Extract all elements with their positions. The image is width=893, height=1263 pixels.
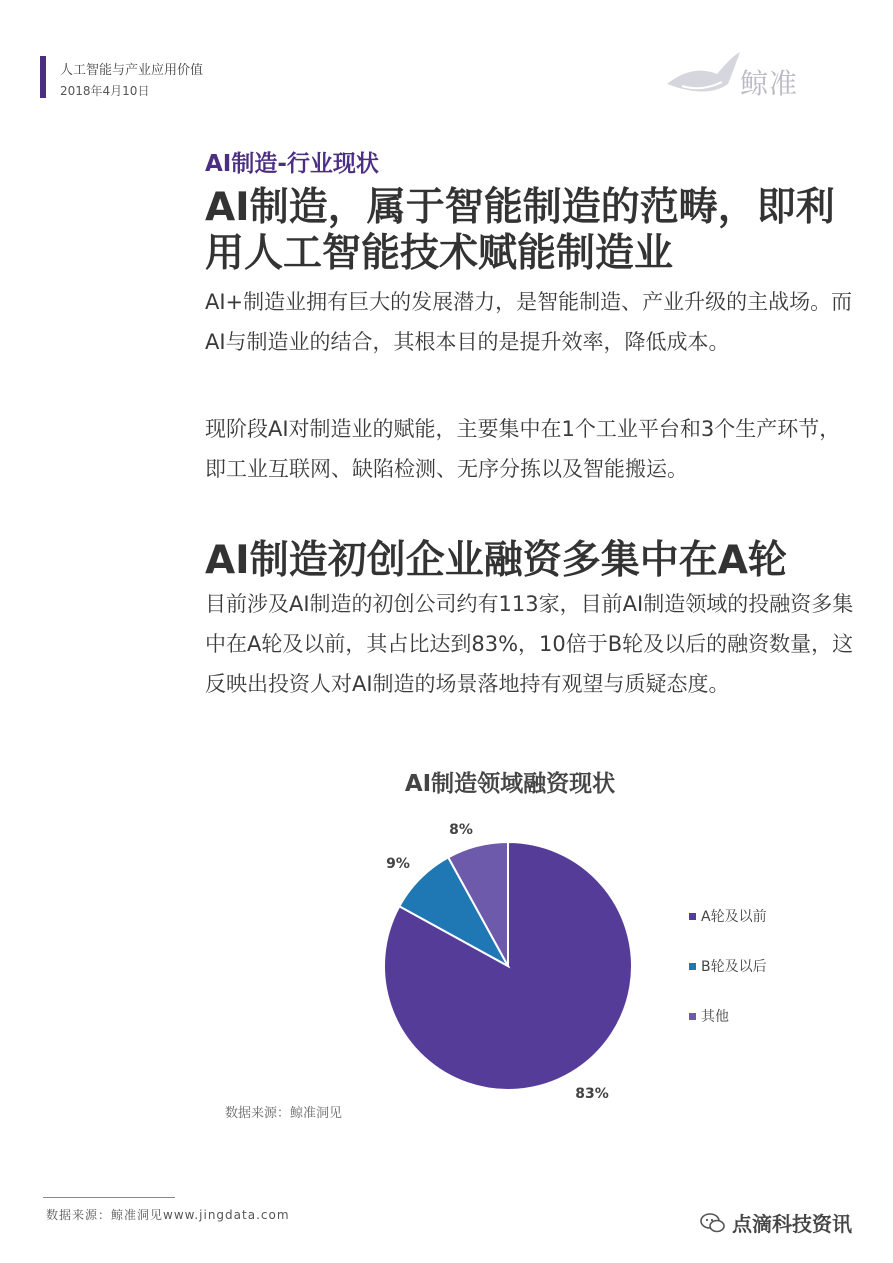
legend-swatch: [689, 963, 696, 970]
main-heading: AI制造，属于智能制造的范畴，即利用人工智能技术赋能制造业: [205, 185, 835, 276]
section-label: AI制造-行业现状: [205, 151, 379, 177]
legend-swatch: [689, 913, 696, 920]
pie-data-label: 83%: [575, 1086, 609, 1102]
pie-data-label: 8%: [449, 822, 473, 838]
subheading: AI制造初创企业融资多集中在A轮: [205, 538, 787, 583]
legend-item: [689, 958, 767, 974]
legend-label: 其他: [701, 1009, 729, 1025]
pie-data-label: 9%: [386, 856, 410, 872]
chart-title: AI制造领域融资现状: [404, 771, 616, 797]
header-title: 人工智能与产业应用价值: [60, 63, 204, 78]
paragraph-2: 现阶段AI对制造业的赋能，主要集中在1个工业平台和3个生产环节，即工业互联网、缺陷检测、无序分拣以及智能搬运。: [205, 417, 841, 481]
legend-item: [689, 1008, 767, 1024]
chart-source: 数据来源：鲸准洞见: [225, 1106, 343, 1121]
legend-item: [689, 908, 767, 924]
logo-text: 鲸准: [740, 67, 799, 100]
paragraph-1: AI+制造业拥有巨大的发展潜力，是智能制造、产业升级的主战场。而AI与制造业的结合，其根本目的是提升效率，降低成本。: [205, 290, 853, 354]
footer-divider: [43, 1197, 175, 1198]
chart-legend: [689, 908, 767, 1058]
wechat-icon: [700, 1212, 726, 1234]
legend-label: A轮及以前: [701, 909, 767, 925]
legend-swatch: [689, 1013, 696, 1020]
wechat-label: 点滴科技资讯: [732, 1212, 852, 1236]
paragraph-3: 目前涉及AI制造的初创公司约有113家，目前AI制造领域的投融资多集中在A轮及以前，其占比达到83%，10倍于B轮及以后的融资数量，这反映出投资人对AI制造的场景落地持有观望与质疑态度。: [205, 592, 854, 696]
legend-label: B轮及以后: [701, 959, 767, 975]
header-date: 2018年4月10日: [60, 84, 150, 98]
wechat-badge: [700, 1208, 852, 1237]
footer-source: 数据来源：鲸准洞见www.jingdata.com: [46, 1208, 290, 1222]
